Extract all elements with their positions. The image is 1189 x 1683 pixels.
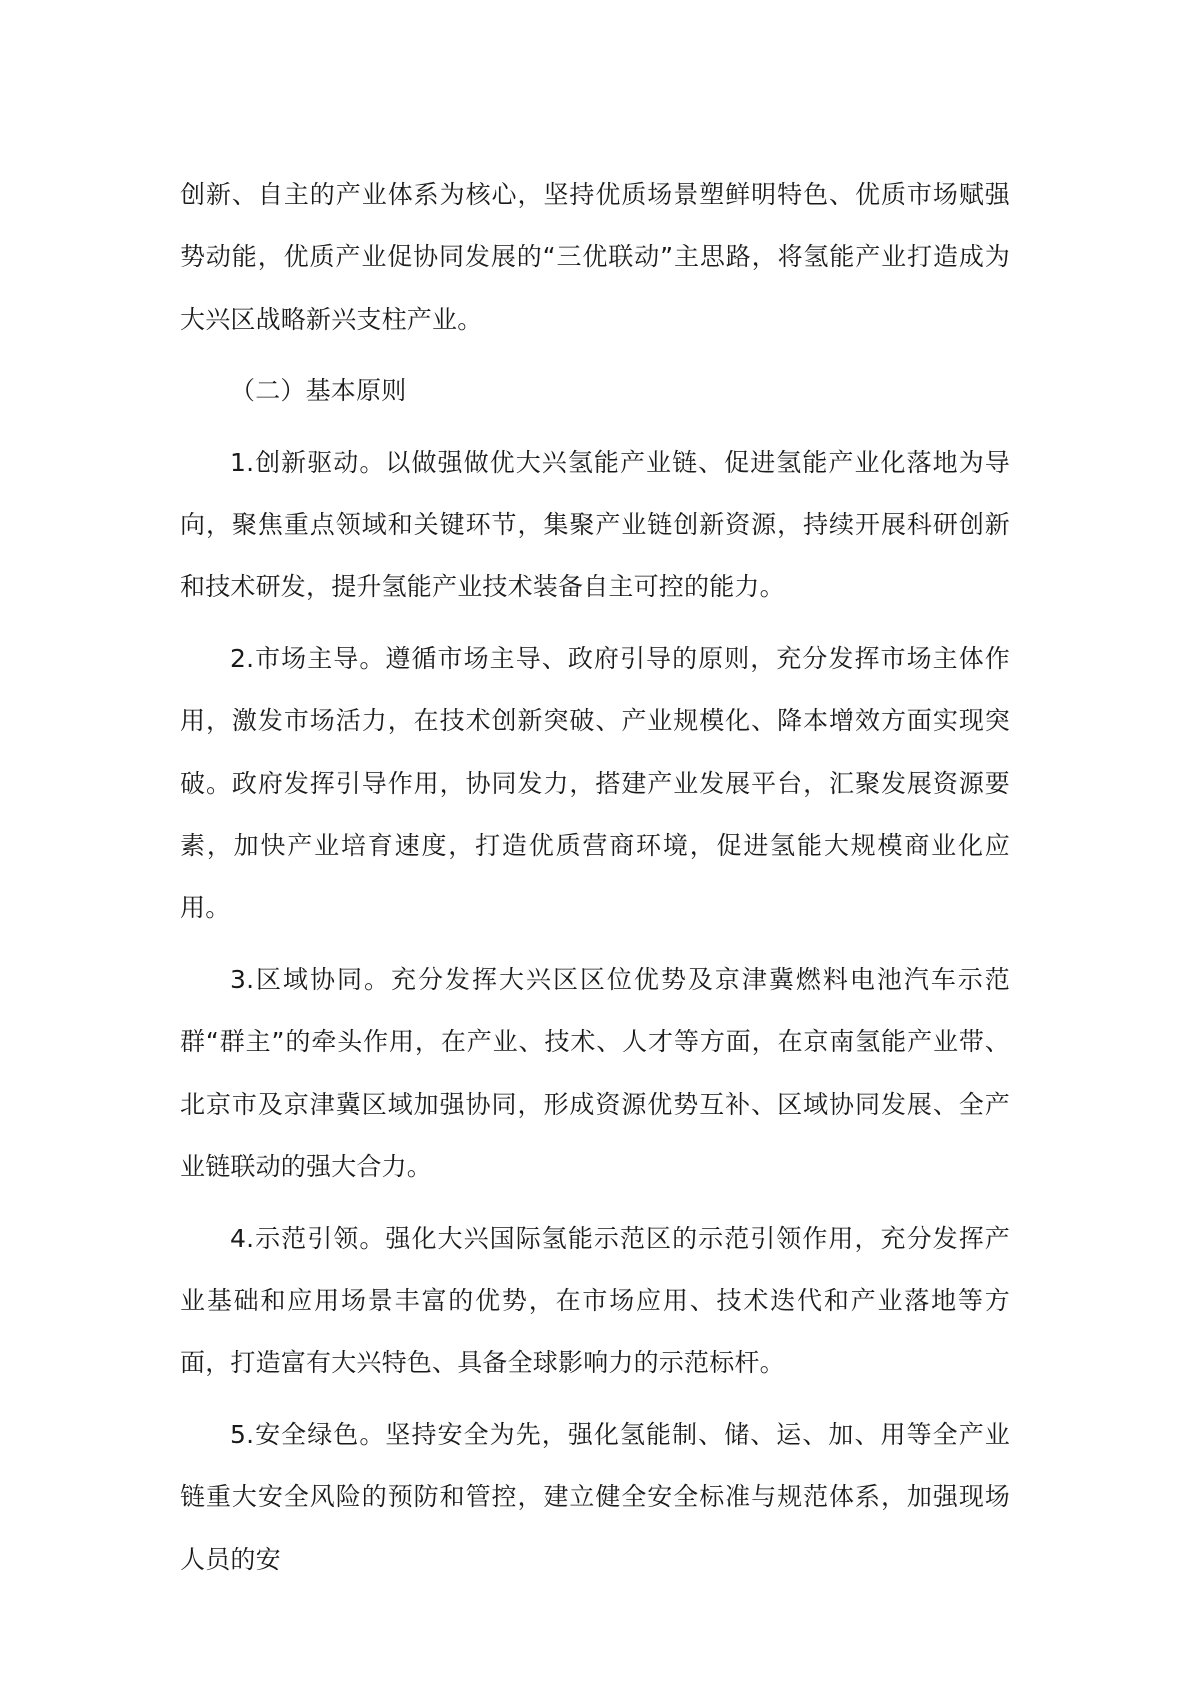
section-heading-basic-principles: （二）基本原则	[230, 376, 407, 406]
principle-market: 2.市场主导。遵循市场主导、政府引导的原则，充分发挥市场主体作用，激发市场活力，在技术创新突破、产业规模化、降本增效方面实现突破。政府发挥引导作用，协同发力，搭建产业发展平台，汇聚发展资源要素，加快产业培育速度，打造优质营商环境，促进氢能大规模商业化应用。	[180, 643, 1010, 923]
principle-regional-coordination: 3.区域协同。充分发挥大兴区区位优势及京津冀燃料电池汽车示范群“群主”的牵头作用，在产业、技术、人才等方面，在京南氢能产业带、北京市及京津冀区域加强协同，形成资源优势互补、区域协同发展、全产业链联动的强大合力。	[180, 964, 1010, 1182]
body-text	[180, 164, 1010, 1591]
principle-demonstration: 4.示范引领。强化大兴国际氢能示范区的示范引领作用，充分发挥产业基础和应用场景丰富的优势，在市场应用、技术迭代和产业落地等方面，打造富有大兴特色、具备全球影响力的示范标杆。	[180, 1223, 1010, 1378]
principle-safety-green: 5.安全绿色。坚持安全为先，强化氢能制、储、运、加、用等全产业链重大安全风险的预防和管控，建立健全安全标准与规范体系，加强现场人员的安	[180, 1419, 1010, 1574]
principle-innovation: 1.创新驱动。以做强做优大兴氢能产业链、促进氢能产业化落地为导向，聚焦重点领域和关键环节，集聚产业链创新资源，持续开展科研创新和技术研发，提升氢能产业技术装备自主可控的能力。	[180, 447, 1010, 602]
paragraph-continuation: 创新、自主的产业体系为核心，坚持优质场景塑鲜明特色、优质市场赋强势动能，优质产业促协同发展的“三优联动”主思路，将氢能产业打造成为大兴区战略新兴支柱产业。	[180, 180, 1010, 334]
